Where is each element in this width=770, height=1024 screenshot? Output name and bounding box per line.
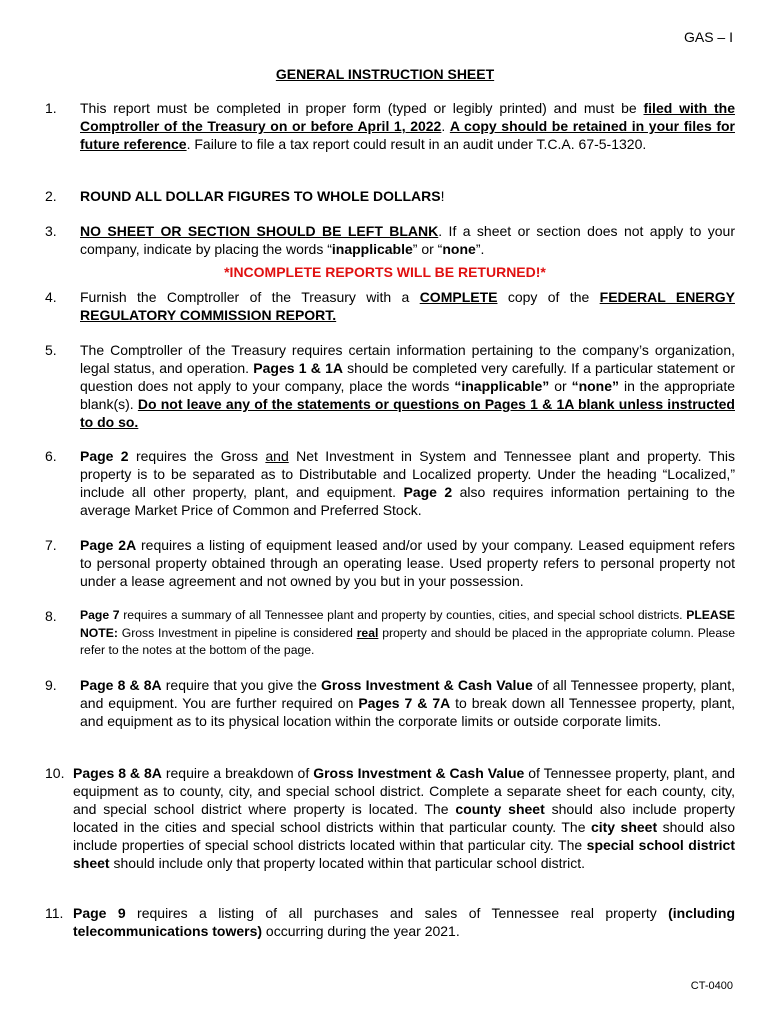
text-run: Net Investment in System and Tennessee plant and property. This property is to be separated as to Distributable and Localized property. Under the heading “Localized,” include all other property, plant, and equipment. <box>80 448 736 500</box>
text-run: “inapplicable” <box>454 378 550 394</box>
text-run: . If a sheet or section does not apply to your company, indicate by placing the words “ <box>80 223 735 257</box>
text-run: county sheet <box>455 801 545 817</box>
item-text <box>73 904 735 940</box>
text-run: Pages 7 & 7A <box>358 695 451 711</box>
text-run: The Comptroller of the Treasury requires certain information pertaining to the company’s organization, legal status, and operation. <box>80 342 735 376</box>
text-run: in the appropriate blank(s). <box>80 378 735 412</box>
text-run: Page 9 <box>73 905 126 921</box>
text-run: should also include properties of special school districts located within that particular city. The <box>73 819 736 853</box>
text-run: requires the Gross <box>128 448 266 464</box>
item-number: 9. <box>45 677 57 693</box>
text-run: to break down all Tennessee property, plant, and equipment as to its physical location within the corporate limits or outside corporate limits. <box>80 695 735 729</box>
item-text <box>80 676 735 730</box>
text-run: requires a listing of equipment leased and/or used by your company. Leased equipment refers to personal property obtained through an operating lease. Used property refers to personal property not under a lease agreement and not owned by you but in your possession. <box>80 537 735 589</box>
text-run: This report must be completed in proper form (typed or legibly printed) and must be <box>80 100 644 116</box>
text-run: of Tennessee property, plant, and equipment as to county, city, and special school district. Complete a separate sheet for each county, city, and special school district where property is located. The <box>73 765 736 817</box>
item-number: 4. <box>45 289 57 305</box>
text-run: special school district sheet <box>73 837 735 871</box>
form-code: GAS – I <box>683 29 733 45</box>
text-run: PLEASE NOTE: <box>80 608 735 640</box>
text-run: NO SHEET OR SECTION SHOULD BE LEFT BLANK <box>80 223 439 239</box>
text-run: inapplicable <box>331 241 413 257</box>
text-run: A copy should be retained in your files for future reference <box>80 118 735 152</box>
item-number: 6. <box>45 448 57 464</box>
item-text <box>73 764 735 872</box>
text-run: . Failure to file a tax report could result in an audit under T.C.A. 67-5-1320. <box>186 136 647 152</box>
text-run: Furnish the Comptroller of the Treasury with a <box>80 289 420 305</box>
text-run: none <box>442 241 476 257</box>
text-run: requires a listing of all purchases and sales of Tennessee real property <box>125 905 669 921</box>
text-run: copy of the <box>497 289 600 305</box>
text-run: of all Tennessee property, plant, and equipment. You are further required on <box>80 677 735 711</box>
item-number: 3. <box>45 223 57 239</box>
text-run: Pages 8 & 8A <box>73 765 162 781</box>
text-run: Page 2A <box>80 537 137 553</box>
footer-form-code: CT-0400 <box>690 980 733 992</box>
item-text <box>80 536 735 590</box>
text-run: COMPLETE <box>419 289 498 305</box>
item-text <box>80 187 735 205</box>
page-title: GENERAL INSTRUCTION SHEET <box>275 66 495 82</box>
text-run: real <box>356 625 379 640</box>
text-run: FEDERAL ENERGY REGULATORY COMMISSION REPORT. <box>80 289 735 323</box>
item-number: 1. <box>45 100 57 116</box>
text-run: and <box>265 448 289 464</box>
item-text <box>80 341 735 431</box>
item-number: 2. <box>45 188 57 204</box>
item-number: 8. <box>45 608 57 624</box>
text-run: should also include property located in the cities and special school districts within that particular county. The <box>73 801 735 835</box>
text-run: Gross Investment in pipeline is considered <box>117 625 357 640</box>
item-number: 7. <box>45 537 57 553</box>
item-text <box>80 288 735 324</box>
item-text <box>80 222 735 258</box>
text-run: “none” <box>571 378 620 394</box>
item-number: 11. <box>45 905 64 921</box>
text-run: Gross Investment & Cash Value <box>321 677 533 693</box>
text-run: occurring during the year 2021. <box>262 923 460 939</box>
text-run: ”. <box>475 241 485 257</box>
text-run: requires a summary of all Tennessee plant and property by counties, cities, and special school districts. <box>119 608 687 622</box>
item-number: 10. <box>45 765 65 781</box>
text-run: require that you give the <box>161 677 321 693</box>
incomplete-warning: *INCOMPLETE REPORTS WILL BE RETURNED!* <box>224 264 546 280</box>
text-run: ! <box>440 188 445 204</box>
text-run: Gross Investment & Cash Value <box>313 765 525 781</box>
text-run: require a breakdown of <box>161 765 314 781</box>
text-run: or <box>549 378 572 394</box>
text-run: . <box>441 118 450 134</box>
text-run: Page 2 <box>403 484 453 500</box>
text-run: also requires information pertaining to the average Market Price of Common and Preferred Stock. <box>80 484 736 518</box>
text-run: ROUND ALL DOLLAR FIGURES TO WHOLE DOLLARS <box>80 188 441 204</box>
text-run: city sheet <box>590 819 658 835</box>
item-text <box>80 99 735 153</box>
text-run: Pages 1 & 1A <box>253 360 343 376</box>
text-run: ” or “ <box>412 241 443 257</box>
item-text <box>80 447 735 519</box>
item-number: 5. <box>45 342 57 358</box>
text-run: Page 8 & 8A <box>80 677 162 693</box>
text-run: should include only that property located within that particular school district. <box>109 855 586 871</box>
text-run: filed with the Comptroller of the Treasury on or before April 1, 2022 <box>80 100 735 134</box>
item-text <box>80 607 735 660</box>
text-run: Do not leave any of the statements or questions on Pages 1 & 1A blank unless instructed to do so. <box>80 396 735 430</box>
text-run: should be completed very carefully. If a particular statement or question does not apply to your company, place the words <box>80 360 735 394</box>
text-run: (including telecommunications towers) <box>73 905 736 939</box>
text-run: Page 2 <box>80 448 129 464</box>
text-run: Page 7 <box>80 608 120 622</box>
text-run: property and should be placed in the appropriate column. Please refer to the notes at the bottom of the page. <box>80 625 735 657</box>
